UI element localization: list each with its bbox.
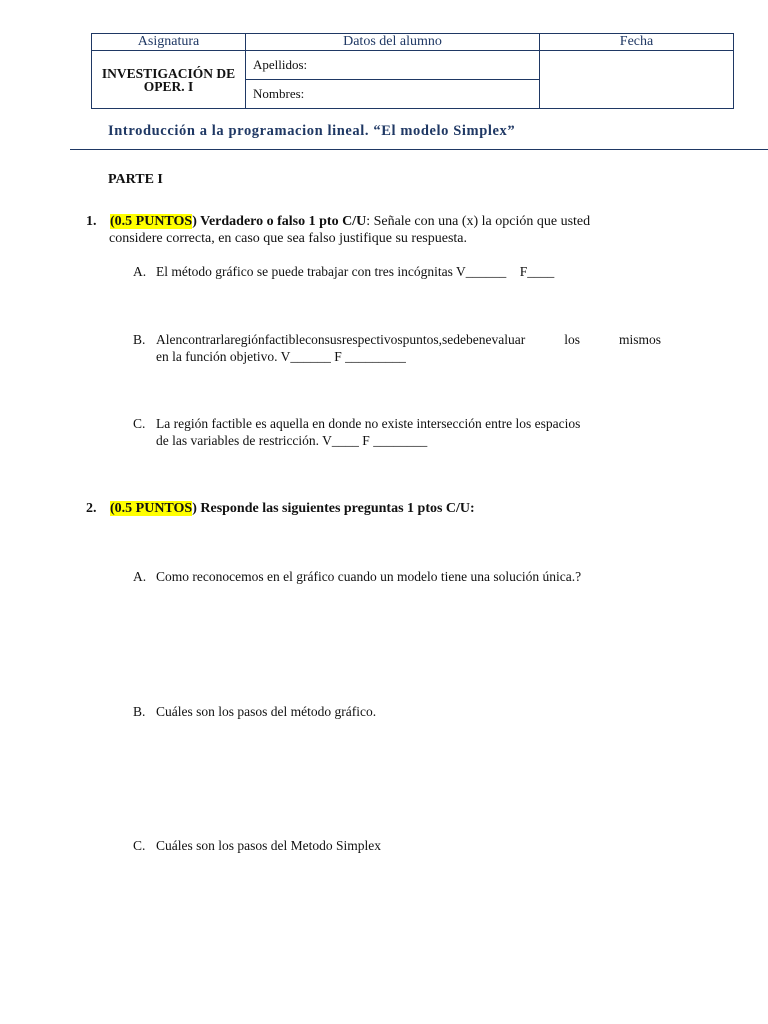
question-1-points: (0.5 PUNTOS xyxy=(110,214,193,229)
date-field[interactable] xyxy=(540,51,734,109)
question-2-heading: Responde las siguientes preguntas 1 ptos C/U: xyxy=(196,501,475,516)
date-column-header: Fecha xyxy=(540,34,734,51)
subject-line-2: OPER. I xyxy=(143,78,194,94)
surname-label: Apellidos: xyxy=(253,57,308,72)
document-title: Introducción a la programacion lineal. “El modelo Simplex” xyxy=(108,123,516,139)
subject-cell xyxy=(92,51,246,109)
subject-column-header: Asignatura xyxy=(92,34,246,51)
question-1-instruction: : Señale con una (x) la opción que usted xyxy=(366,214,591,229)
subject-line-1: INVESTIGACIÓN DE xyxy=(101,65,236,81)
question-1-number: 1. xyxy=(86,214,97,229)
surname-field[interactable] xyxy=(246,51,540,80)
question-1-instruction-line-2: considere correcta, en caso que sea falso justifique su respuesta. xyxy=(109,231,468,246)
title-divider xyxy=(70,149,768,150)
name-field[interactable] xyxy=(246,80,540,109)
question-1-heading: Verdadero o falso 1 pto C/U xyxy=(196,214,367,229)
name-label: Nombres: xyxy=(253,86,305,101)
part-heading: PARTE I xyxy=(108,172,163,187)
header-table xyxy=(91,33,734,109)
question-2-number: 2. xyxy=(86,501,97,516)
question-2-points: (0.5 PUNTOS xyxy=(110,501,193,516)
student-column-header: Datos del alumno xyxy=(246,34,540,51)
